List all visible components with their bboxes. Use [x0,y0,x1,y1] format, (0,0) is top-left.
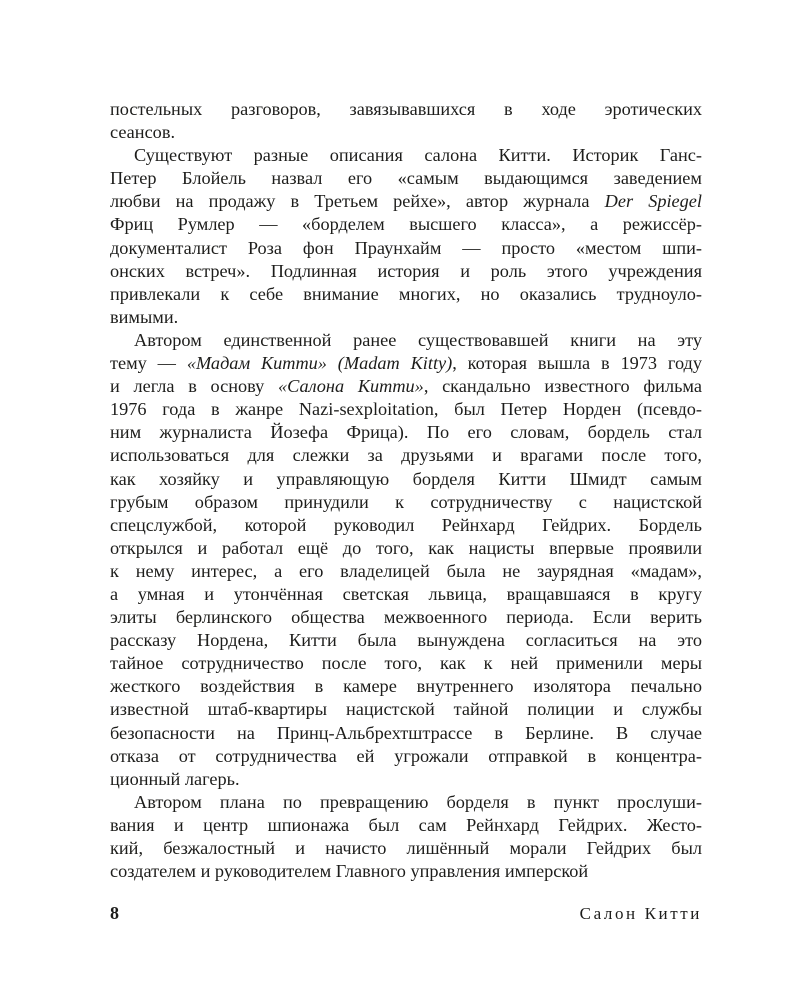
text-run: привлекали к себе внимание многих, но оказались трудноуло- [110,283,702,304]
text-line [110,814,702,837]
text-run: , скандально известного фильма [423,376,702,397]
text-line [110,213,702,236]
text-line [110,144,702,167]
text-run: грубым образом принудили к сотрудничеству с нацистской [110,491,702,512]
page-number: 8 [110,903,119,923]
text-run: элиты берлинского общества межвоенного периода. Если верить [110,607,702,628]
text-run: известной штаб-квартиры нацистской тайной полиции и службы [110,699,702,720]
text-run: любви на продажу в Третьем рейхе», автор журнала [110,191,605,212]
text-run: Автором плана по превращению борделя в пункт прослуши- [134,791,702,812]
paragraph [110,329,702,791]
text-line [110,675,702,698]
text-line [110,629,702,652]
paragraph [110,791,702,883]
text-run: жесткого воздействия в камере внутреннего изолятора печально [110,676,702,697]
text-run: Петер Блойель назвал его «самым выдающимся заведением [110,168,702,189]
text-line [110,768,702,791]
text-run: сеансов. [110,122,176,143]
italic-text: «Салона Китти» [278,376,424,397]
text-run: к нему интерес, а его владелицей была не заурядная «мадам», [110,560,702,581]
text-line [110,121,702,144]
text-run: вимыми. [110,306,179,327]
text-run: тайное сотрудничество после того, как к ней применили меры [110,653,702,674]
text-run: тему — [110,353,187,374]
text-line [110,791,702,814]
text-line [110,583,702,606]
text-line [110,745,702,768]
text-line [110,722,702,745]
paragraph [110,98,702,144]
text-run: рассказу Нордена, Китти была вынуждена согласиться на это [110,630,702,651]
text-line [110,306,702,329]
text-run: Автором единственной ранее существовавшей книги на эту [134,329,702,350]
text-run: Существуют разные описания салона Китти. Историк Ганс- [134,145,702,166]
text-line [110,537,702,560]
text-run: 1976 года в жанре Nazi-sexploitation, был Петер Норден (псевдо- [110,399,702,420]
page-footer [110,903,702,927]
italic-text: Der Spiegel [604,191,702,212]
text-line [110,698,702,721]
text-line [110,468,702,491]
text-line [110,237,702,260]
italic-text: «Мадам Китти» (Madam Kitty) [186,353,453,374]
text-run: ционный лагерь. [110,768,240,789]
text-run: спецслужбой, которой руководил Рейнхард Гейдрих. Бордель [110,514,702,535]
text-line [110,652,702,675]
text-run: открылся и работал ещё до того, как нацисты впервые проявили [110,537,702,558]
text-line [110,398,702,421]
text-run: постельных разговоров, завязывавшихся в ходе эротических [110,99,702,119]
text-line [110,375,702,398]
text-line [110,167,702,190]
text-run: и легла в основу [110,376,278,397]
page-body [110,98,702,883]
text-line [110,329,702,352]
text-run: , которая вышла в 1973 году [452,353,703,374]
text-run: а умная и утончённая светская львица, вращавшаяся в кругу [110,583,702,604]
text-run: безопасности на Принц-Альбрехтштрассе в Берлине. В случае [110,722,702,743]
text-line [110,283,702,306]
paragraph [110,144,702,329]
text-run: как хозяйку и управляющую борделя Китти Шмидт самым [110,468,702,489]
text-line [110,514,702,537]
text-run: ним журналиста Йозефа Фрица). По его словам, бордель стал [110,422,702,443]
text-run: создателем и руководителем Главного управления имперской [110,861,589,882]
text-run: вания и центр шпионажа был сам Рейнхард Гейдрих. Жесто- [110,814,702,835]
text-line [110,260,702,283]
text-run: онских встреч». Подлинная история и роль этого учреждения [110,260,702,281]
text-line [110,837,702,860]
text-line [110,421,702,444]
text-line [110,190,702,213]
text-line [110,606,702,629]
text-line [110,560,702,583]
text-run: документалист Роза фон Праунхайм — просто «местом шпи- [110,237,702,258]
text-run: отказа от сотрудничества ей угрожали отправкой в концентра- [110,745,702,766]
text-run: кий, безжалостный и начисто лишённый морали Гейдрих был [110,838,702,858]
text-line [110,98,702,121]
running-title: Салон Китти [579,904,702,923]
text-run: использоваться для слежки за друзьями и врагами после того, [110,445,702,466]
text-line [110,491,702,514]
text-line [110,352,702,375]
text-line [110,444,702,467]
text-run: Фриц Румлер — «борделем высшего класса», а режиссёр- [110,214,702,235]
text-line [110,860,702,883]
